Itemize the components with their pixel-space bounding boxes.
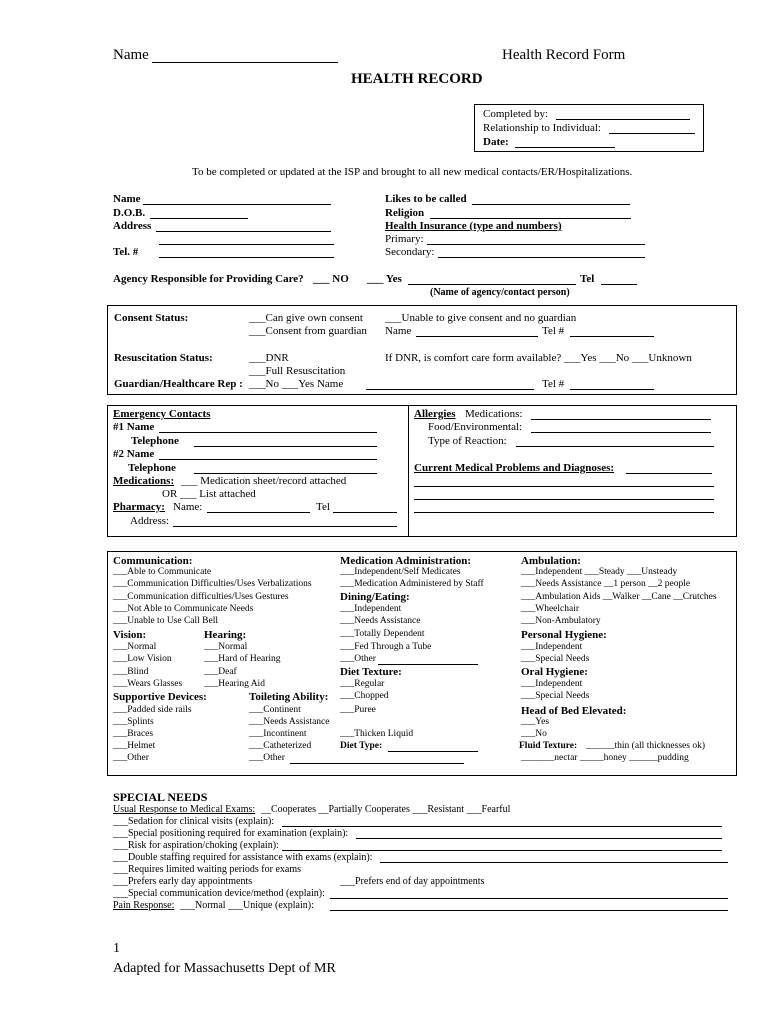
double-staffing-field[interactable] bbox=[380, 862, 728, 863]
toilet-other[interactable]: ___Other bbox=[249, 753, 285, 763]
allergy-food-field[interactable] bbox=[531, 432, 711, 433]
agency-name-field[interactable] bbox=[408, 284, 576, 285]
reaction-label: Type of Reaction: bbox=[428, 435, 507, 447]
hygiene-special[interactable]: ___Special Needs bbox=[521, 654, 590, 664]
dining-totally-dependent[interactable]: ___Totally Dependent bbox=[340, 629, 425, 639]
dob-field[interactable] bbox=[150, 218, 248, 219]
pharmacy-name-field[interactable] bbox=[207, 512, 310, 513]
amb-independent[interactable]: ___Independent ___Steady ___Unsteady bbox=[521, 567, 678, 577]
instruction-text: To be completed or updated at the ISP and brought to all new medical contacts/ER/Hospitalizations. bbox=[192, 166, 633, 178]
toilet-continent[interactable]: ___Continent bbox=[249, 705, 301, 715]
tel-label: Tel. # bbox=[113, 246, 139, 258]
special-needs-title: SPECIAL NEEDS bbox=[113, 790, 208, 804]
allergy-food-label: Food/Environmental: bbox=[428, 421, 523, 433]
name-label: Name bbox=[113, 47, 149, 63]
vision-title: Vision: bbox=[113, 629, 147, 641]
med-admin-title: Medication Administration: bbox=[340, 555, 472, 567]
usual-response-label: Usual Response to Medical Exams: bbox=[113, 804, 256, 815]
guardian-tel-label: Tel # bbox=[542, 378, 565, 390]
address-label: Address bbox=[113, 220, 152, 232]
hearing-aid[interactable]: ___Hearing Aid bbox=[204, 679, 265, 689]
person-name-label: Name bbox=[113, 193, 141, 205]
toilet-catheterized[interactable]: ___Catheterized bbox=[249, 741, 312, 751]
diet-regular[interactable]: ___Regular bbox=[340, 679, 385, 689]
page-number: 1 bbox=[113, 941, 120, 956]
consent-tel-field[interactable] bbox=[570, 336, 654, 337]
dnr-option[interactable]: ___DNR bbox=[249, 352, 289, 364]
agency-no[interactable]: ___ NO bbox=[313, 273, 349, 285]
contact2-name-label: #2 Name bbox=[113, 448, 155, 460]
comm-call-bell[interactable]: ___Unable to Use Call Bell bbox=[113, 616, 219, 626]
pain-response-field[interactable] bbox=[330, 910, 728, 911]
primary-label: Primary: bbox=[385, 233, 424, 245]
insurance-label: Health Insurance (type and numbers) bbox=[385, 220, 562, 232]
communication-device-item[interactable]: ___Special communication device/method (explain): bbox=[113, 888, 325, 899]
oral-title: Oral Hygiene: bbox=[521, 666, 588, 678]
supp-braces[interactable]: ___Braces bbox=[113, 729, 154, 739]
allergies-title: Allergies bbox=[414, 408, 456, 420]
completed-by-field[interactable] bbox=[556, 119, 690, 120]
amb-non-ambulatory[interactable]: ___Non-Ambulatory bbox=[521, 616, 601, 626]
supp-helmet[interactable]: ___Helmet bbox=[113, 741, 156, 751]
bed-yes[interactable]: ___Yes bbox=[521, 717, 550, 727]
toileting-title: Toileting Ability: bbox=[249, 691, 329, 703]
med-admin-staff[interactable]: ___Medication Administered by Staff bbox=[340, 579, 484, 589]
guardian-tel-field[interactable] bbox=[570, 389, 654, 390]
secondary-label: Secondary: bbox=[385, 246, 435, 258]
dining-other-field[interactable] bbox=[378, 664, 478, 665]
fluid-label: Fluid Texture: bbox=[519, 741, 578, 751]
pain-response-label: Pain Response: bbox=[113, 900, 175, 911]
contact2-tel-field[interactable] bbox=[194, 473, 377, 474]
hearing-title: Hearing: bbox=[204, 629, 247, 641]
usual-response-options[interactable]: __Cooperates __Partially Cooperates ___Resistant ___Fearful bbox=[261, 804, 511, 815]
likes-field[interactable] bbox=[472, 204, 630, 205]
aspiration-field[interactable] bbox=[282, 850, 722, 851]
pharmacy-tel-label: Tel bbox=[316, 501, 330, 513]
allergy-meds-field[interactable] bbox=[531, 419, 711, 420]
toilet-incontinent[interactable]: ___Incontinent bbox=[249, 729, 307, 739]
agency-question: Agency Responsible for Providing Care? bbox=[113, 273, 304, 285]
emergency-divider bbox=[408, 405, 409, 537]
guardian-name-field[interactable] bbox=[366, 389, 534, 390]
guardian-label: Guardian/Healthcare Rep : bbox=[114, 378, 243, 390]
reaction-field[interactable] bbox=[516, 446, 714, 447]
supp-splints[interactable]: ___Splints bbox=[113, 717, 154, 727]
early-appointments-item[interactable]: ___Prefers early day appointments bbox=[113, 876, 253, 887]
agency-tel-label: Tel bbox=[580, 273, 595, 285]
contact1-tel-field[interactable] bbox=[194, 446, 377, 447]
dining-other[interactable]: ___Other bbox=[340, 654, 376, 664]
completed-by-label: Completed by: bbox=[483, 108, 549, 120]
emergency-title: Emergency Contacts bbox=[113, 408, 211, 420]
positioning-item[interactable]: ___Special positioning required for examination (explain): bbox=[113, 828, 349, 839]
pharmacy-address-label: Address: bbox=[130, 515, 170, 527]
fluid-thin[interactable]: ______thin (all thicknesses ok) bbox=[586, 741, 705, 751]
contact1-name-field[interactable] bbox=[159, 432, 377, 433]
agency-yes[interactable]: ___ Yes bbox=[367, 273, 402, 285]
full-resus-option[interactable]: ___Full Resuscitation bbox=[249, 365, 346, 377]
relationship-field[interactable] bbox=[609, 133, 695, 134]
double-staffing-item[interactable]: ___Double staffing required for assistance with exams (explain): bbox=[113, 852, 373, 863]
medications-label: Medications: bbox=[113, 475, 175, 487]
pharmacy-name-label: Name: bbox=[173, 501, 203, 513]
med-sheet-attached[interactable]: ___ Medication sheet/record attached bbox=[181, 475, 347, 487]
contact1-name-label: #1 Name bbox=[113, 421, 155, 433]
consent-name-field[interactable] bbox=[416, 336, 538, 337]
contact2-tel-label: Telephone bbox=[128, 462, 176, 474]
hearing-normal[interactable]: ___Normal bbox=[204, 642, 248, 652]
communication-device-field[interactable] bbox=[330, 898, 728, 899]
diet-texture-title: Diet Texture: bbox=[340, 666, 402, 678]
comm-able[interactable]: ___Able to Communicate bbox=[113, 567, 212, 577]
med-admin-self[interactable]: ___Independent/Self Medicates bbox=[340, 567, 461, 577]
amb-needs-assistance[interactable]: ___Needs Assistance __1 person __2 people bbox=[521, 579, 691, 589]
problems-field-3[interactable] bbox=[414, 499, 714, 500]
med-list-attached[interactable]: OR ___ List attached bbox=[162, 488, 256, 500]
limited-waiting-item[interactable]: ___Requires limited waiting periods for exams bbox=[113, 864, 302, 875]
agency-note: (Name of agency/contact person) bbox=[430, 287, 570, 298]
oral-independent[interactable]: ___Independent bbox=[521, 679, 583, 689]
comm-gestures[interactable]: ___Communication difficulties/Uses Gestures bbox=[113, 592, 289, 602]
supp-padded-rails[interactable]: ___Padded side rails bbox=[113, 705, 192, 715]
resus-label: Resuscitation Status: bbox=[114, 352, 213, 364]
consent-from-guardian[interactable]: ___Consent from guardian bbox=[249, 325, 367, 337]
likes-label: Likes to be called bbox=[385, 193, 467, 205]
positioning-field[interactable] bbox=[356, 838, 722, 839]
hygiene-independent[interactable]: ___Independent bbox=[521, 642, 583, 652]
diet-chopped[interactable]: ___Chopped bbox=[340, 691, 389, 701]
dining-needs-assistance[interactable]: ___Needs Assistance bbox=[340, 616, 421, 626]
unable-consent[interactable]: ___Unable to give consent and no guardian bbox=[385, 312, 577, 324]
supportive-title: Supportive Devices: bbox=[113, 691, 207, 703]
pharmacy-address-field[interactable] bbox=[173, 526, 397, 527]
vision-glasses[interactable]: ___Wears Glasses bbox=[113, 679, 183, 689]
religion-field[interactable] bbox=[430, 218, 631, 219]
can-give-consent[interactable]: ___Can give own consent bbox=[249, 312, 363, 324]
sedation-field[interactable] bbox=[282, 826, 722, 827]
primary-field[interactable] bbox=[427, 244, 645, 245]
diet-puree[interactable]: ___Puree bbox=[340, 705, 376, 715]
ambulation-title: Ambulation: bbox=[521, 555, 581, 567]
pharmacy-tel-field[interactable] bbox=[333, 512, 397, 513]
pain-response-options[interactable]: ___Normal ___Unique (explain): bbox=[180, 900, 314, 911]
dining-tube[interactable]: ___Fed Through a Tube bbox=[340, 642, 432, 652]
agency-tel-field[interactable] bbox=[601, 284, 637, 285]
communication-title: Communication: bbox=[113, 555, 193, 567]
dining-title: Dining/Eating: bbox=[340, 591, 410, 603]
relationship-label: Relationship to Individual: bbox=[483, 122, 601, 134]
tel-field[interactable] bbox=[159, 257, 334, 258]
problems-field-4[interactable] bbox=[414, 512, 714, 513]
date-label: Date: bbox=[483, 136, 509, 148]
hearing-hard[interactable]: ___Hard of Hearing bbox=[204, 654, 281, 664]
address-field[interactable] bbox=[156, 231, 331, 232]
toilet-needs-assistance[interactable]: ___Needs Assistance bbox=[249, 717, 330, 727]
name-line[interactable] bbox=[152, 62, 338, 63]
hearing-deaf[interactable]: ___Deaf bbox=[204, 667, 237, 677]
dob-label: D.O.B. bbox=[113, 207, 146, 219]
bed-title: Head of Bed Elevated: bbox=[521, 705, 627, 717]
consent-label: Consent Status: bbox=[114, 312, 189, 324]
date-field[interactable] bbox=[515, 147, 615, 148]
contact2-name-field[interactable] bbox=[159, 459, 377, 460]
form-title: Health Record Form bbox=[502, 47, 626, 63]
secondary-field[interactable] bbox=[438, 257, 645, 258]
contact1-tel-label: Telephone bbox=[131, 435, 179, 447]
adapted-note: Adapted for Massachusetts Dept of MR bbox=[113, 961, 336, 976]
comm-not-able[interactable]: ___Not Able to Communicate Needs bbox=[113, 604, 254, 614]
diet-type-label: Diet Type: bbox=[340, 741, 383, 751]
dnr-question: If DNR, is comfort care form available? ___Yes ___No ___Unknown bbox=[385, 352, 692, 364]
toilet-other-field[interactable] bbox=[290, 763, 464, 764]
vision-low[interactable]: ___Low Vision bbox=[113, 654, 172, 664]
aspiration-item[interactable]: ___Risk for aspiration/choking (explain): bbox=[113, 840, 279, 851]
allergy-meds-label: Medications: bbox=[465, 408, 523, 420]
pharmacy-label: Pharmacy: bbox=[113, 501, 165, 513]
consent-name-label: Name bbox=[385, 325, 412, 337]
fluid-thick-options[interactable]: _______nectar _____honey ______pudding bbox=[521, 753, 689, 763]
problems-field-2[interactable] bbox=[414, 486, 714, 487]
religion-label: Religion bbox=[385, 207, 425, 219]
diet-thicken-liquid[interactable]: ___Thicken Liquid bbox=[340, 729, 414, 739]
hygiene-title: Personal Hygiene: bbox=[521, 629, 607, 641]
page-title: HEALTH RECORD bbox=[351, 71, 483, 87]
address-field-2[interactable] bbox=[159, 244, 334, 245]
guardian-options[interactable]: ___No ___Yes Name bbox=[249, 378, 344, 390]
consent-tel-label: Tel # bbox=[542, 325, 565, 337]
bed-no[interactable]: ___No bbox=[521, 729, 547, 739]
amb-aids[interactable]: ___Ambulation Aids __Walker __Cane __Crutches bbox=[521, 592, 717, 602]
diet-type-field[interactable] bbox=[388, 751, 478, 752]
dining-independent[interactable]: ___Independent bbox=[340, 604, 402, 614]
oral-special[interactable]: ___Special Needs bbox=[521, 691, 590, 701]
end-day-appointments-item[interactable]: ___Prefers end of day appointments bbox=[340, 876, 485, 887]
completed-by-box bbox=[474, 104, 704, 152]
sedation-item[interactable]: ___Sedation for clinical visits (explain): bbox=[113, 816, 275, 827]
person-name-field[interactable] bbox=[143, 204, 331, 205]
supp-other[interactable]: ___Other bbox=[113, 753, 149, 763]
amb-wheelchair[interactable]: ___Wheelchair bbox=[521, 604, 580, 614]
problems-title: Current Medical Problems and Diagnoses: bbox=[414, 462, 615, 474]
comm-verbalizations[interactable]: ___Communication Difficulties/Uses Verbalizations bbox=[113, 579, 312, 589]
vision-normal[interactable]: ___Normal bbox=[113, 642, 157, 652]
vision-blind[interactable]: ___Blind bbox=[113, 667, 149, 677]
problems-field-1[interactable] bbox=[626, 473, 712, 474]
